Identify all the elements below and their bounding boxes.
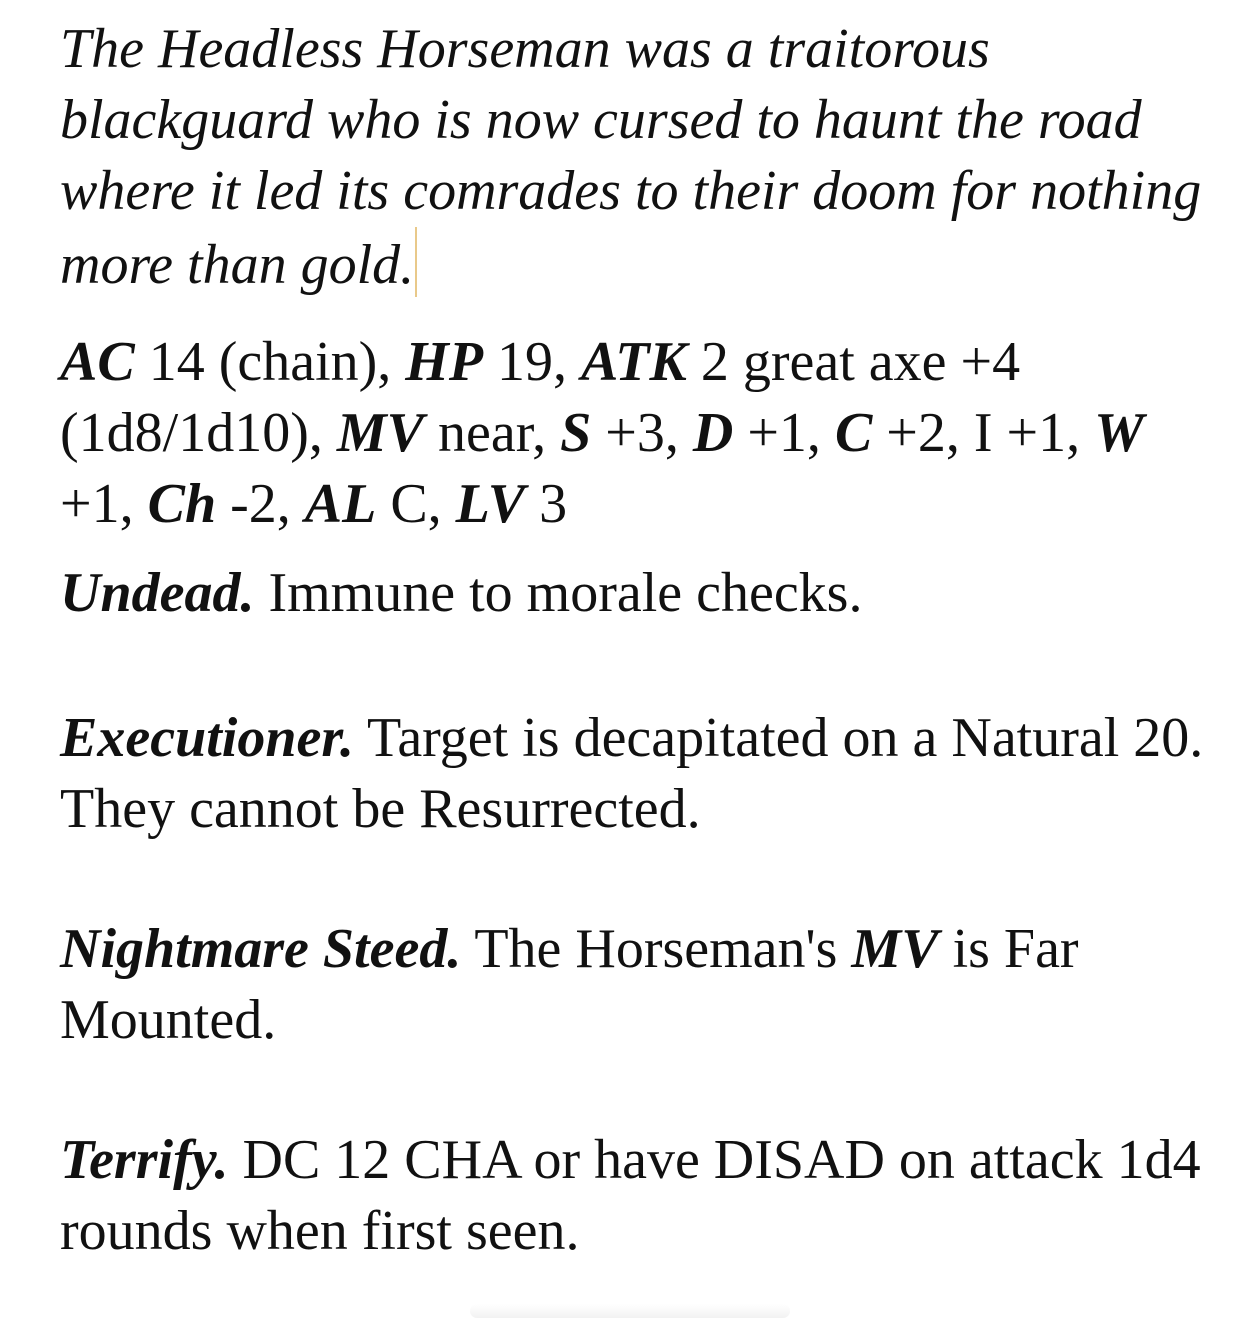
feature-text: Target is decapitated on a Natural 20. They cannot be Resurrected. [60,707,1204,840]
stat-label-d: D [692,402,734,464]
stat-value-c: +2, I +1, [872,402,1095,464]
intro-paragraph[interactable] [60,14,1210,301]
feature-nightmare-steed[interactable] [60,914,1210,1056]
stat-value-s: +3, [591,402,693,464]
feature-emphasis: MV [851,918,939,980]
feature-text-before: The Horseman's [461,918,852,980]
feature-text: DC 12 CHA or have DISAD on attack 1d4 rounds when first seen. [60,1129,1201,1262]
feature-title: Terrify. [60,1129,229,1191]
feature-text: Immune to morale checks. [254,562,863,624]
stat-value-lv: 3 [525,473,568,535]
stat-value-atk: 2 great axe +4 (1d8/1d10), [60,331,1021,464]
feature-executioner[interactable] [60,703,1210,845]
feature-title: Nightmare Steed. [60,918,462,980]
stat-label-mv: MV [336,402,425,464]
feature-terrify[interactable] [60,1125,1210,1267]
stat-value-d: +1, [733,402,835,464]
stat-value-ac: 14 (chain), [134,331,406,393]
stat-value-w: +1, [60,473,148,535]
text-cursor [415,227,417,297]
feature-title: Executioner. [60,707,355,769]
stat-value-al: C, [376,473,456,535]
stat-label-ac: AC [60,331,135,393]
stat-label-hp: HP [405,331,484,393]
stat-label-atk: ATK [581,331,687,393]
stat-label-c: C [834,402,873,464]
feature-title: Undead. [60,562,255,624]
stat-value-mv: near, [424,402,561,464]
intro-text: The Headless Horseman was a traitorous blackguard who is now cursed to haunt the road where it led its comrades to their doom for nothing more than gold. [60,18,1202,296]
stat-value-ch: -2, [216,473,305,535]
document-body [60,14,1210,1267]
feature-undead[interactable] [60,558,1210,629]
stat-label-w: W [1094,402,1144,464]
stat-value-hp: 19, [483,331,582,393]
stat-label-al: AL [304,473,377,535]
stat-label-ch: Ch [147,473,217,535]
stat-label-lv: LV [455,473,526,535]
feature-text-after: is Far Mounted. [60,918,1079,1051]
stat-label-s: S [560,402,592,464]
stat-block[interactable] [60,327,1210,540]
